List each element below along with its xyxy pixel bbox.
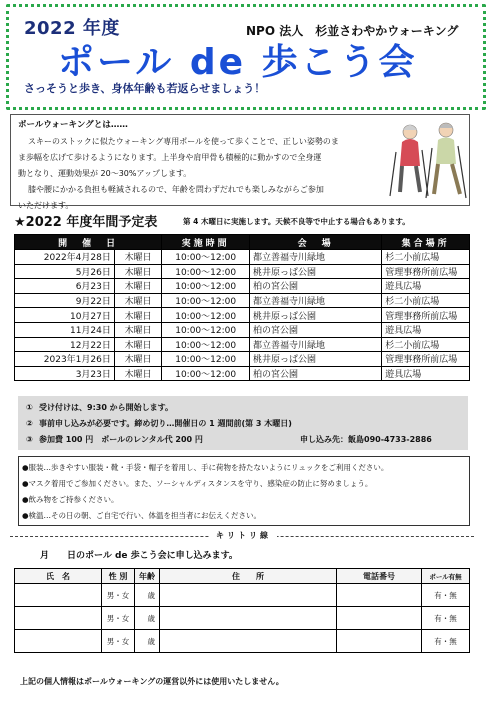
pole-walkers-illustration [380,116,470,202]
intro-text [18,134,358,214]
event-date: 3月23日 [15,366,115,381]
header-pole: ポール有無 [422,569,470,584]
event-meeting-place: 杉二小前広場 [382,293,470,308]
note-item: ●服装…歩きやすい服装・靴・手袋・帽子を着用し、手に荷物を持たないようにリュックをご利用ください。 [22,463,389,472]
table-row [15,250,470,265]
intro-line: ま歩幅を広げて歩けるようになります。上半身や肩甲骨も積極的に動かすので全身運 [18,153,322,162]
event-venue: 桃井原っぱ公園 [250,308,382,323]
gender-field[interactable]: 男・女 [102,607,135,630]
event-date: 2022年4月28日 [15,250,115,265]
info-reception [26,402,173,413]
event-day: 木曜日 [114,308,161,323]
info-text: 事前申し込みが必要です。締め切り…開催日の 1 週間前(第 3 木曜日) [39,419,292,428]
event-time: 10:00～12:00 [162,293,250,308]
event-venue: 柏の宮公園 [250,279,382,294]
table-row [15,352,470,367]
address-field[interactable] [160,630,337,653]
event-meeting-place: 管理事務所前広場 [382,308,470,323]
event-time: 10:00～12:00 [162,250,250,265]
event-date: 10月27日 [15,308,115,323]
header-age: 年齢 [135,569,160,584]
organization-name: NPO 法人 杉並さわやかウォーキング [246,24,459,38]
table-row [15,264,470,279]
event-date: 6月23日 [15,279,115,294]
event-time: 10:00～12:00 [162,366,250,381]
address-field[interactable] [160,584,337,607]
application-heading: 月 日のポール de 歩こう会に申し込みます。 [40,551,238,561]
privacy-footer: 上記の個人情報はポールウォーキングの運営以外には使用いたしません。 [20,677,284,686]
schedule-header-row [15,235,470,250]
info-text: 参加費 100 円 ポールのレンタル代 200 円 [39,435,203,444]
intro-line: 動となり、運動効果が 20～30%アップします。 [18,169,192,178]
year-label: 2022 年度 [24,18,120,39]
event-meeting-place: 遊具広場 [382,366,470,381]
event-venue: 都立善福寺川緑地 [250,293,382,308]
event-meeting-place: 杉二小前広場 [382,337,470,352]
table-row [15,322,470,337]
event-date: 9月22日 [15,293,115,308]
event-venue: 柏の宮公園 [250,366,382,381]
event-time: 10:00～12:00 [162,337,250,352]
table-row [15,607,470,630]
header-gender: 性 別 [102,569,135,584]
event-meeting-place: 遊具広場 [382,279,470,294]
event-venue: 都立善福寺川緑地 [250,250,382,265]
address-field[interactable] [160,607,337,630]
note-item: ●飲み物をご持参ください。 [22,495,119,504]
info-number: ③ [26,435,33,444]
table-row [15,337,470,352]
event-date: 12月22日 [15,337,115,352]
header-address: 住 所 [160,569,337,584]
page-title: ポール de 歩こう会 [58,42,418,83]
name-field[interactable] [15,630,102,653]
event-date: 11月24日 [15,322,115,337]
pole-field[interactable]: 有・無 [422,630,470,653]
intro-line: スキーのストックに似たウォーキング専用ポールを使って歩くことで、正しい姿勢のま [28,137,339,146]
header-phone: 電話番号 [337,569,422,584]
intro-line: 膝や腰にかかる負担も軽減されるので、年齢を問わずだれでも楽しみながらご参加 [28,185,324,194]
age-field[interactable]: 歳 [135,607,160,630]
event-venue: 柏の宮公園 [250,322,382,337]
event-venue: 都立善福寺川緑地 [250,337,382,352]
header-time: 実施時間 [162,235,250,250]
event-time: 10:00～12:00 [162,308,250,323]
age-field[interactable]: 歳 [135,584,160,607]
age-field[interactable]: 歳 [135,630,160,653]
schedule-title: ★2022 年度年間予定表 [14,215,158,230]
event-day: 木曜日 [114,366,161,381]
event-meeting-place: 杉二小前広場 [382,250,470,265]
event-time: 10:00～12:00 [162,352,250,367]
info-text: 受け付けは、9:30 から開始します。 [39,403,174,412]
info-number: ② [26,419,33,428]
cut-line-label: キリトリ線 [210,530,277,541]
event-venue: 桃井原っぱ公園 [250,352,382,367]
table-row [15,584,470,607]
pole-field[interactable]: 有・無 [422,607,470,630]
phone-field[interactable] [337,630,422,653]
header-name: 氏 名 [15,569,102,584]
table-row [15,366,470,381]
pole-field[interactable]: 有・無 [422,584,470,607]
table-row [15,279,470,294]
info-fee [26,434,203,445]
intro-heading: ポールウォーキングとは…… [18,120,128,130]
gender-field[interactable]: 男・女 [102,630,135,653]
event-time: 10:00～12:00 [162,279,250,294]
phone-field[interactable] [337,607,422,630]
event-day: 木曜日 [114,337,161,352]
event-meeting-place: 管理事務所前広場 [382,352,470,367]
event-day: 木曜日 [114,352,161,367]
header-meeting-place: 集合場所 [382,235,470,250]
event-time: 10:00～12:00 [162,322,250,337]
gender-field[interactable]: 男・女 [102,584,135,607]
subtitle: さっそうと歩き、身体年齢も若返らせましょう！ [24,82,266,95]
header-date: 開 催 日 [15,235,162,250]
header-venue: 会 場 [250,235,382,250]
info-number: ① [26,403,33,412]
table-row [15,630,470,653]
name-field[interactable] [15,607,102,630]
event-venue: 桃井原っぱ公園 [250,264,382,279]
event-day: 木曜日 [114,250,161,265]
event-day: 木曜日 [114,322,161,337]
contact-info: 申し込み先：飯島090-4733-2886 [300,435,432,444]
schedule-table [14,234,470,381]
table-row [15,308,470,323]
event-meeting-place: 遊具広場 [382,322,470,337]
event-time: 10:00～12:00 [162,264,250,279]
table-row [15,293,470,308]
event-day: 木曜日 [114,279,161,294]
event-day: 木曜日 [114,293,161,308]
schedule-note: 第 4 木曜日に実施します。天候不良等で中止する場合もあります。 [183,217,410,226]
event-meeting-place: 管理事務所前広場 [382,264,470,279]
event-date: 5月26日 [15,264,115,279]
info-registration [26,418,292,429]
phone-field[interactable] [337,584,422,607]
event-date: 2023年1月26日 [15,352,115,367]
event-day: 木曜日 [114,264,161,279]
name-field[interactable] [15,584,102,607]
application-form-table [14,568,470,653]
note-item: ●マスク着用でご参加ください。また、ソーシャルディスタンスを守り、感染症の防止に努めましょう。 [22,479,373,488]
intro-line: いただけます。 [18,201,74,210]
application-header-row [15,569,470,584]
note-item: ●検温…その日の朝、ご自宅で行い、体温を担当者にお伝えください。 [22,511,262,520]
